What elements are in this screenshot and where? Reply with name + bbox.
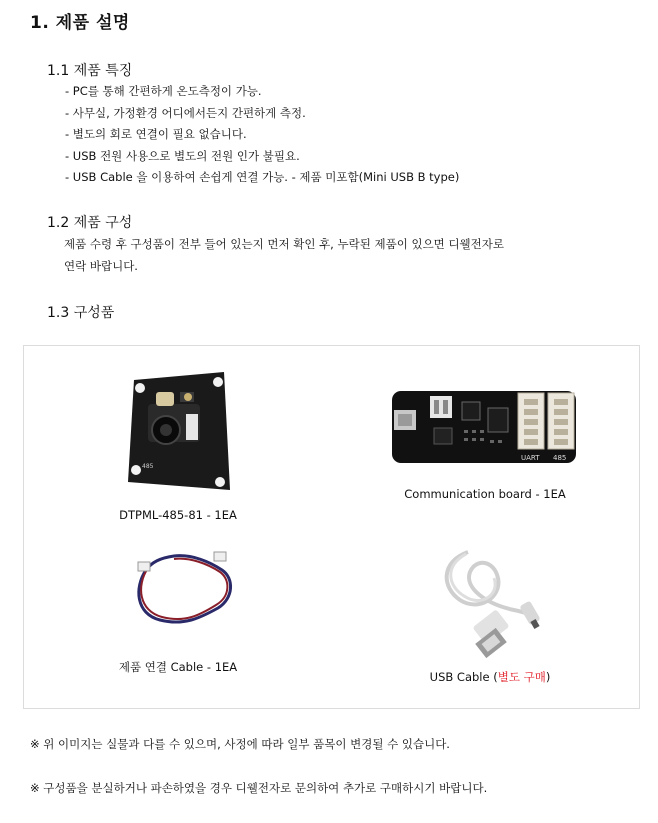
caption-usb-cable [395, 669, 585, 685]
paragraph-line: 제품 수령 후 구성품이 전부 들어 있는지 먼저 확인 후, 누락된 제품이 있으면 디웰전자로 [64, 237, 504, 251]
list-item: - 별도의 회로 연결이 필요 없습니다. [65, 127, 247, 141]
board-silk-uart: UART [521, 454, 540, 462]
caption-cable: 제품 연결 Cable - 1EA [118, 660, 238, 674]
usb-caption-close: ) [545, 670, 551, 684]
separate-purchase-label: 별도 구매 [497, 670, 546, 684]
page-title: 1. 제품 설명 [30, 13, 130, 33]
list-item: - USB Cable 을 이용하여 손쉽게 연결 가능. - 제품 미포함(Mini USB B type) [65, 170, 460, 184]
usb-caption-text: USB Cable ( [429, 670, 498, 684]
connection-cable-image [130, 548, 238, 628]
paragraph-line: 연락 바랍니다. [64, 259, 138, 273]
section-heading-components: 1.3 구성품 [47, 305, 115, 321]
feature-list [65, 81, 459, 189]
list-item: - USB 전원 사용으로 별도의 전원 인가 불필요. [65, 148, 300, 163]
board-silk-485: 485 [553, 454, 567, 462]
caption-sensor: DTPML-485-81 - 1EA [119, 508, 237, 522]
composition-paragraph [64, 233, 504, 277]
note-image-disclaimer: ※ 위 이미지는 실물과 다를 수 있으며, 사정에 따라 일부 품목이 변경될 수 있습니다. [30, 737, 450, 751]
usb-cable-image [420, 548, 550, 660]
list-item: - PC를 통해 간편하게 온도측정이 가능. [65, 84, 262, 98]
sensor-silk-text: 485 [142, 463, 154, 470]
sensor-module-image [120, 370, 232, 500]
section-heading-composition: 1.2 제품 구성 [47, 215, 133, 231]
note-lost-parts: ※ 구성품을 분실하거나 파손하였을 경우 디웰전자로 문의하여 추가로 구매하시기 바랍니다. [30, 781, 488, 795]
communication-board-image [390, 388, 578, 466]
list-item: - 사무실, 가정환경 어디에서든지 간편하게 측정. [65, 105, 306, 120]
section-heading-features: 1.1 제품 특징 [47, 63, 133, 79]
caption-board: Communication board - 1EA [404, 487, 566, 501]
